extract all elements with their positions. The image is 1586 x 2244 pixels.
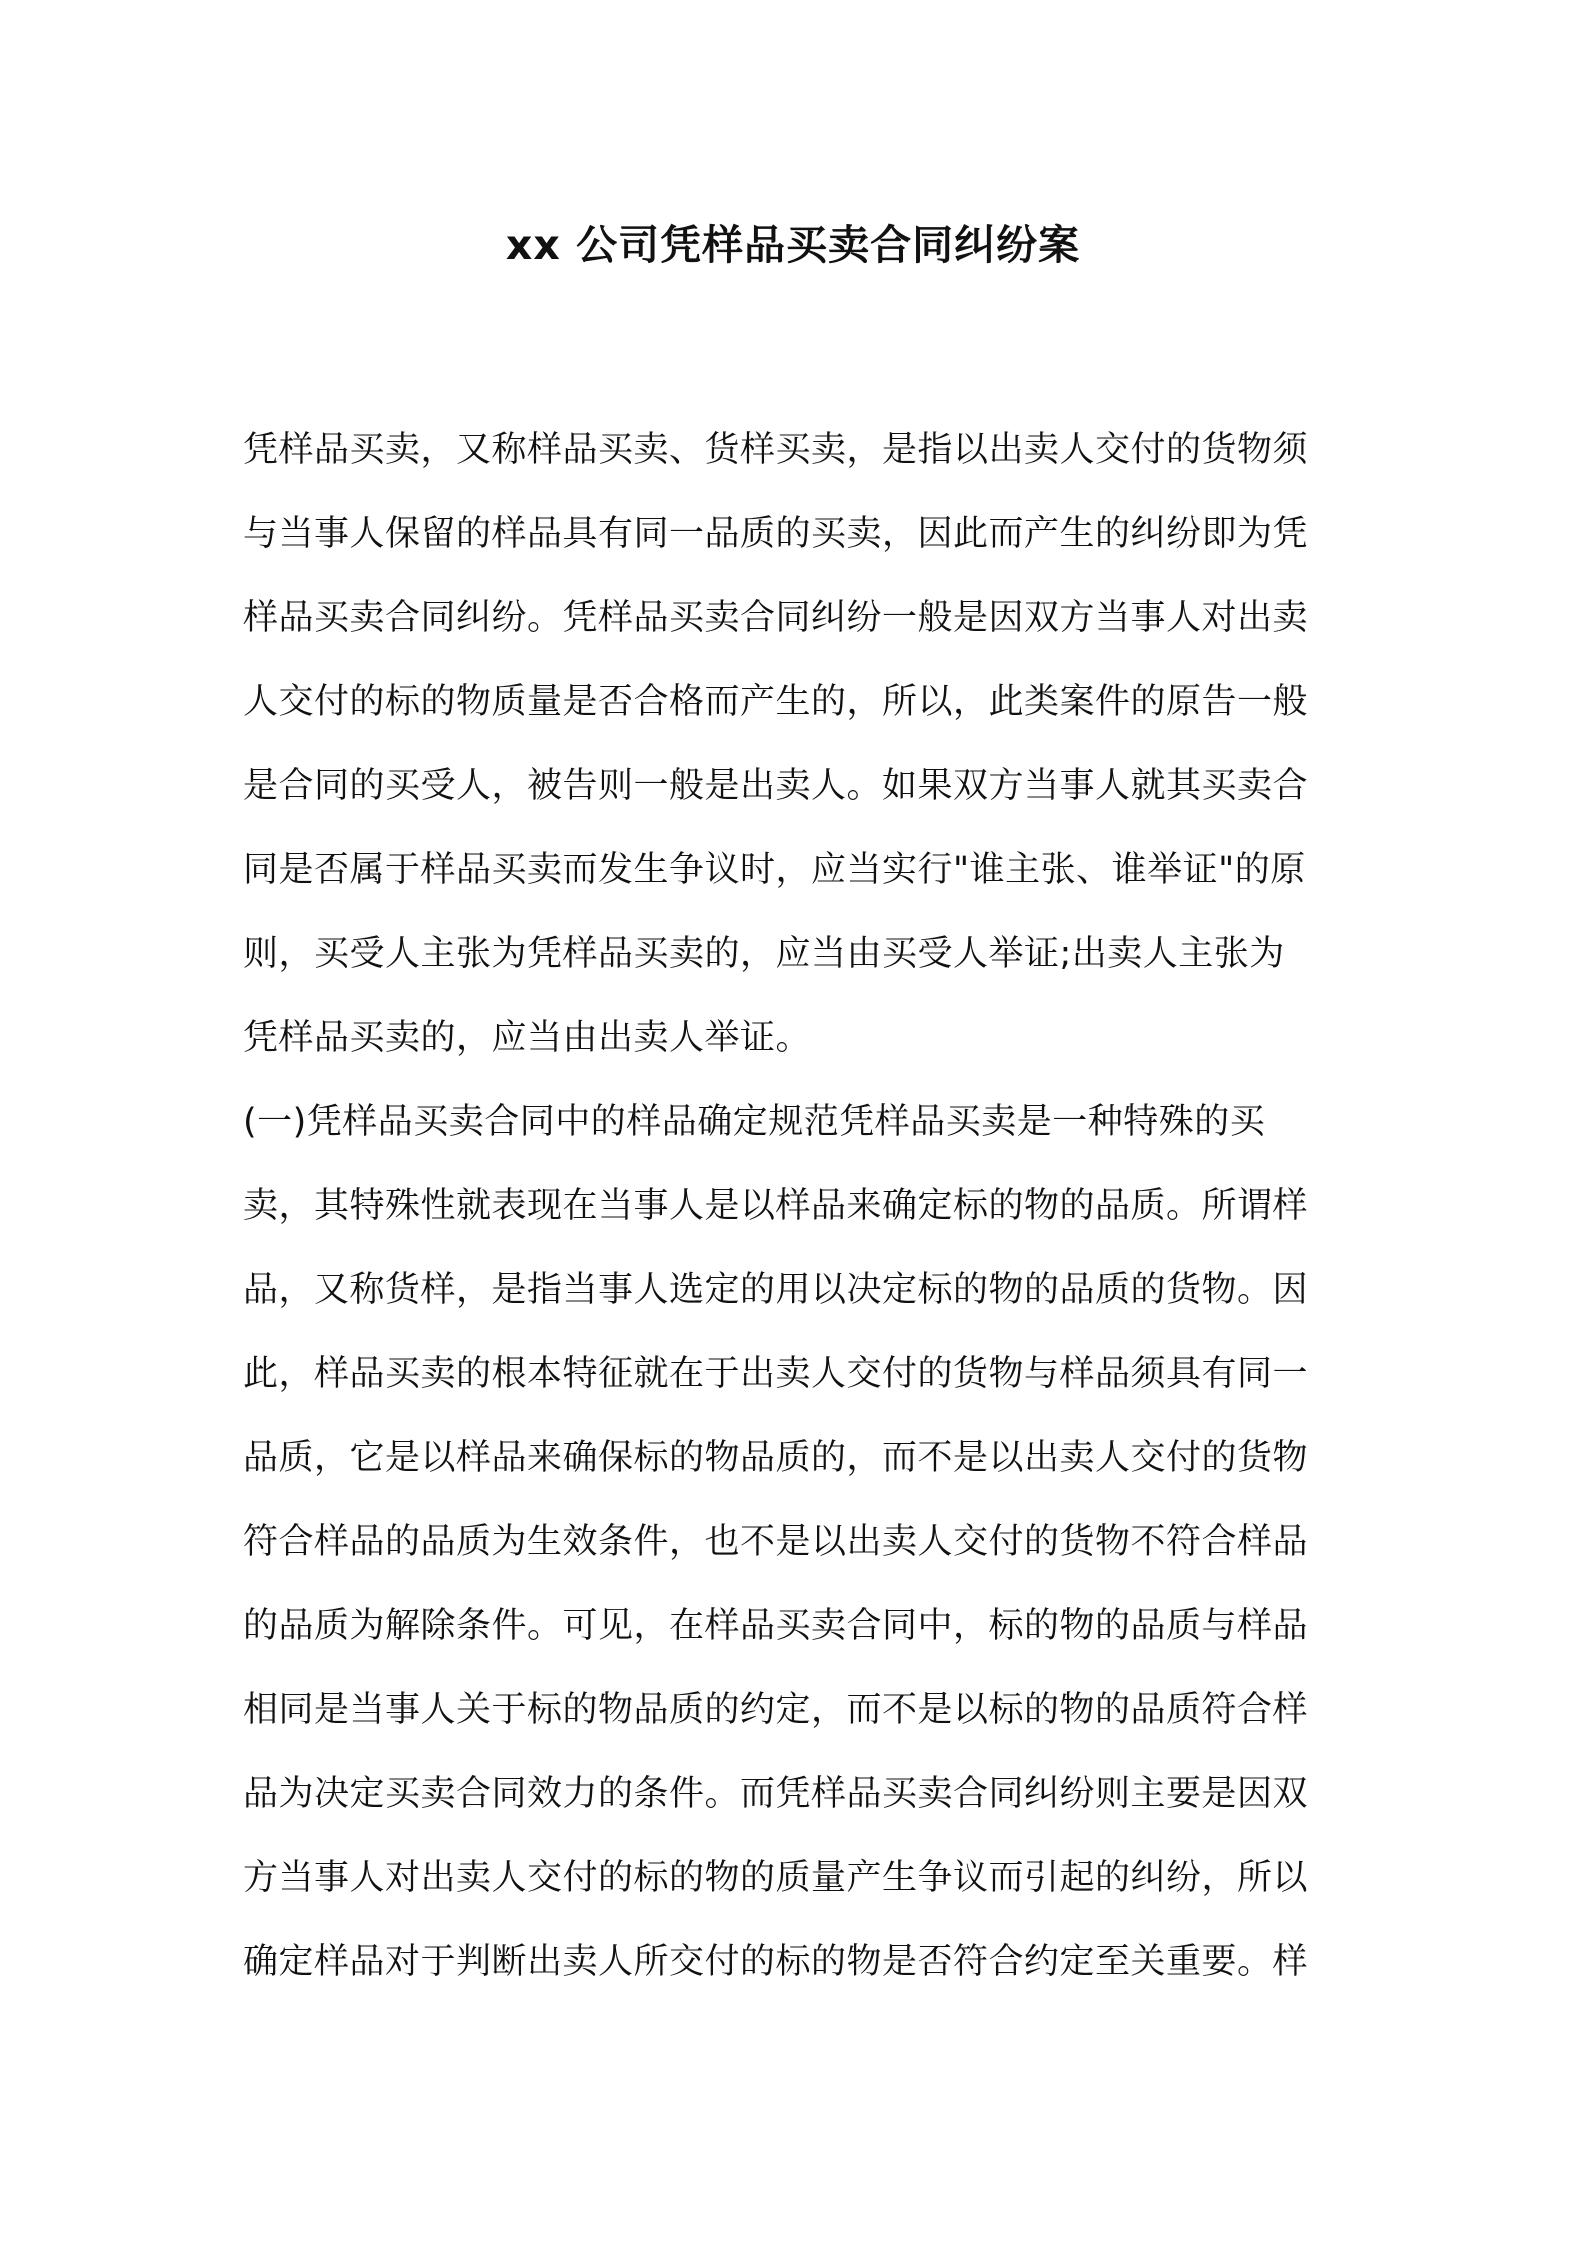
body-line-16: 相同是当事人关于标的物品质的约定，而不是以标的物的品质符合样 [243, 1690, 1309, 1730]
body-line-5: 是合同的买受人，被告则一般是出卖人。如果双方当事人就其买卖合 [243, 766, 1309, 806]
body-line-1: 凭样品买卖，又称样品买卖、货样买卖，是指以出卖人交付的货物须 [243, 430, 1309, 470]
body-line-4: 人交付的标的物质量是否合格而产生的，所以，此类案件的原告一般 [243, 682, 1309, 722]
body-line-17: 品为决定买卖合同效力的条件。而凭样品买卖合同纠纷则主要是因双 [243, 1774, 1309, 1814]
body-line-8: 凭样品买卖的，应当由出卖人举证。 [243, 1018, 812, 1058]
body-line-19: 确定样品对于判断出卖人所交付的标的物是否符合约定至关重要。样 [243, 1942, 1309, 1982]
body-line-12: 此，样品买卖的根本特征就在于出卖人交付的货物与样品须具有同一 [243, 1354, 1309, 1394]
body-line-6: 同是否属于样品买卖而发生争议时，应当实行"谁主张、谁举证"的原 [243, 850, 1306, 890]
body-line-14: 符合样品的品质为生效条件，也不是以出卖人交付的货物不符合样品 [243, 1522, 1309, 1562]
body-line-10: 卖，其特殊性就表现在当事人是以样品来确定标的物的品质。所谓样 [243, 1186, 1309, 1226]
body-line-11: 品，又称货样，是指当事人选定的用以决定标的物的品质的货物。因 [243, 1270, 1309, 1310]
document-body [243, 408, 1353, 2004]
document-title: xx 公司凭样品买卖合同纠纷案 [505, 221, 1081, 269]
body-line-9: (一)凭样品买卖合同中的样品确定规范凭样品买卖是一种特殊的买 [243, 1102, 1266, 1142]
body-line-18: 方当事人对出卖人交付的标的物的质量产生争议而引起的纠纷，所以 [243, 1858, 1309, 1898]
body-line-7: 则，买受人主张为凭样品买卖的，应当由买受人举证;出卖人主张为 [243, 934, 1285, 974]
body-line-2: 与当事人保留的样品具有同一品质的买卖，因此而产生的纠纷即为凭 [243, 514, 1309, 554]
body-line-15: 的品质为解除条件。可见，在样品买卖合同中，标的物的品质与样品 [243, 1606, 1309, 1646]
body-line-13: 品质，它是以样品来确保标的物品质的，而不是以出卖人交付的货物 [243, 1438, 1309, 1478]
body-line-3: 样品买卖合同纠纷。凭样品买卖合同纠纷一般是因双方当事人对出卖 [243, 598, 1309, 638]
